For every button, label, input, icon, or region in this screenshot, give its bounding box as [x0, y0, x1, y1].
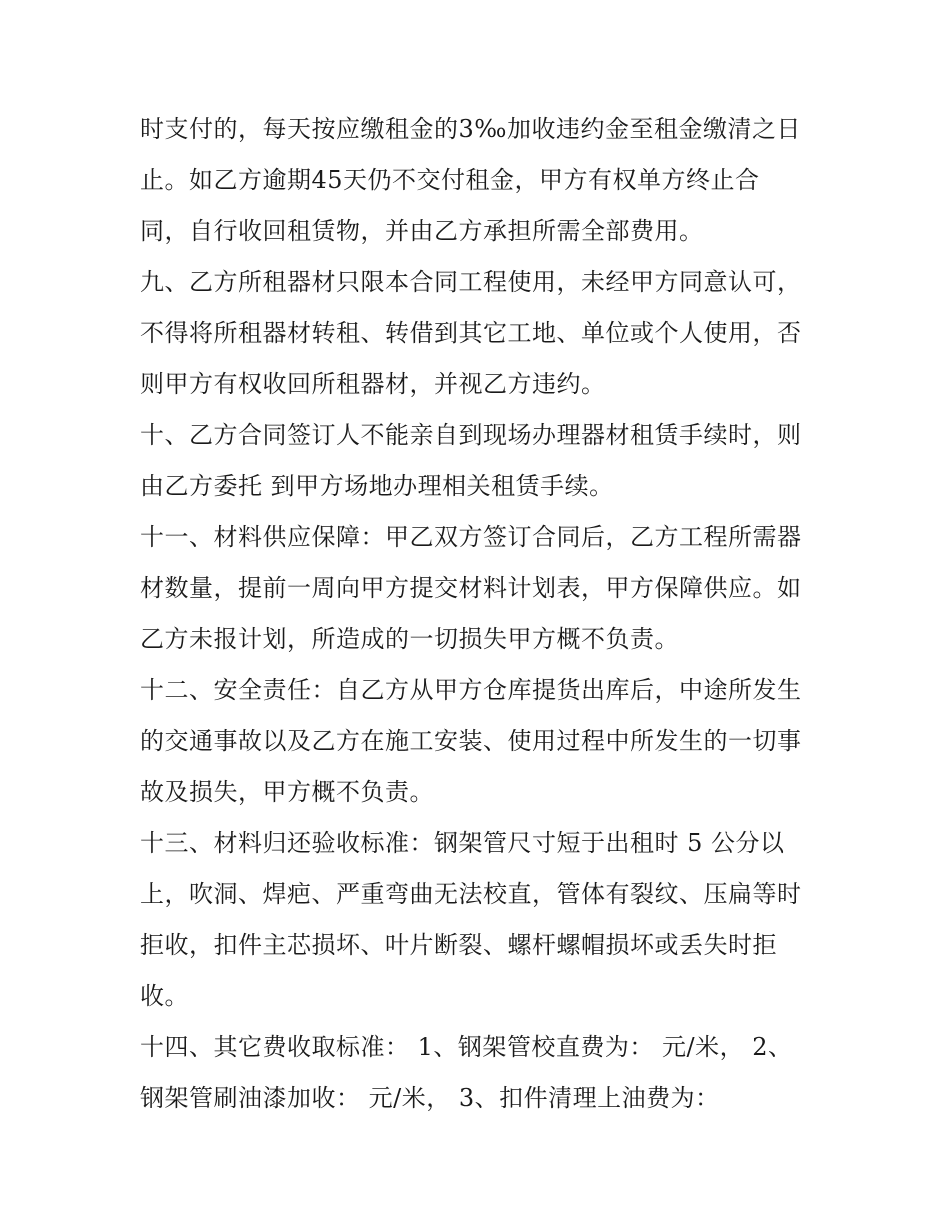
text-line: 止。如乙方逾期45天仍不交付租金，甲方有权单方终止合 — [140, 166, 760, 194]
text-line: 的交通事故以及乙方在施工安装、使用过程中所发生的一切事 — [140, 727, 802, 755]
text-line: 故及损失，甲方概不负责。 — [140, 778, 434, 806]
text-line: 不得将所租器材转租、转借到其它工地、单位或个人使用，否 — [140, 319, 802, 347]
text-line: 由乙方委托 到甲方场地办理相关租赁手续。 — [140, 472, 614, 500]
text-line: 收。 — [140, 982, 189, 1010]
text-line: 同，自行收回租赁物，并由乙方承担所需全部费用。 — [140, 217, 704, 245]
text-line: 拒收，扣件主芯损坏、叶片断裂、螺杆螺帽损坏或丢失时拒 — [140, 931, 777, 959]
text-line: 乙方未报计划，所造成的一切损失甲方概不负责。 — [140, 625, 679, 653]
text-line: 九、乙方所租器材只限本合同工程使用，未经甲方同意认可， — [140, 268, 802, 296]
text-line: 十四、其它费收取标准： 1、钢架管校直费为： 元/米， 2、 — [140, 1033, 793, 1061]
text-line: 钢架管刷油漆加收： 元/米， 3、扣件清理上油费为： — [140, 1084, 720, 1112]
text-line: 十三、材料归还验收标准：钢架管尺寸短于出租时 5 公分以 — [140, 829, 785, 857]
contract-text — [140, 104, 820, 1124]
text-line: 则甲方有权收回所租器材，并视乙方违约。 — [140, 370, 606, 398]
text-line: 时支付的，每天按应缴租金的3‰加收违约金至租金缴清之日 — [140, 115, 801, 143]
text-line: 材数量，提前一周向甲方提交材料计划表，甲方保障供应。如 — [140, 574, 802, 602]
text-line: 十、乙方合同签订人不能亲自到现场办理器材租赁手续时，则 — [140, 421, 802, 449]
text-line: 十二、安全责任：自乙方从甲方仓库提货出库后，中途所发生 — [140, 676, 802, 704]
text-line: 十一、材料供应保障：甲乙双方签订合同后，乙方工程所需器 — [140, 523, 802, 551]
text-line: 上，吹洞、焊疤、严重弯曲无法校直，管体有裂纹、压扁等时 — [140, 880, 802, 908]
